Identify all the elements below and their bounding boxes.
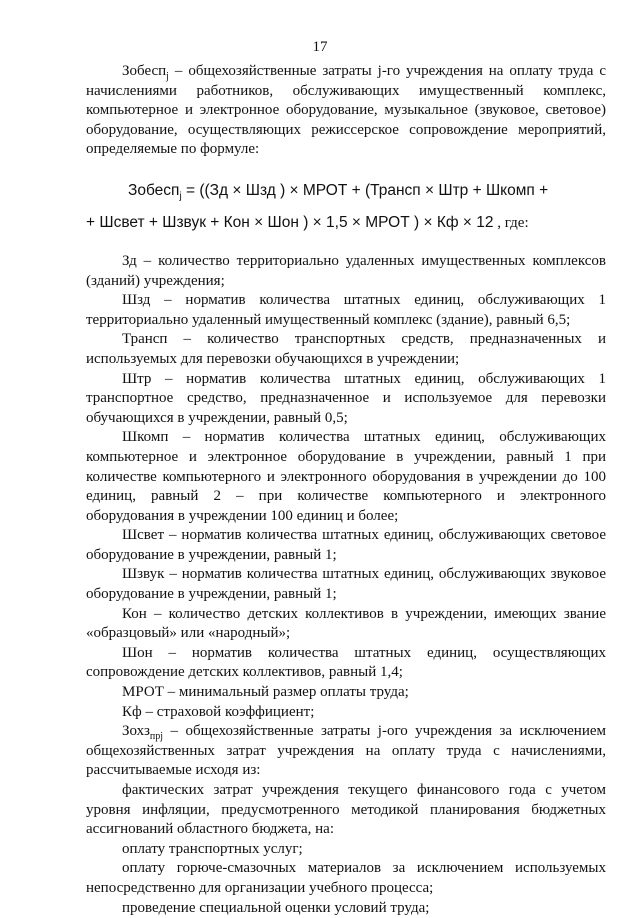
paragraph-shon: Шон – норматив количества штатных единиц, осуществляющих сопровождение детских коллективов, равный 1,4; [86, 644, 606, 681]
term-zohz: Зохз [122, 723, 150, 740]
document-body [86, 62, 606, 918]
formula-tail: , где: [493, 214, 529, 231]
paragraph-shkomp: Шкомп – норматив количества штатных единиц, обслуживающих компьютерное и электронное оборудование в учреждении, равный 1 при количестве компьютерного и электронного оборудования в учреждении до 100 единиц, равный 2 – при количестве компьютерного и электронного оборудования в учреждении 100 единиц и более; [86, 429, 606, 524]
formula-line-2 [86, 212, 606, 234]
paragraph-zohz [86, 722, 606, 781]
paragraph-shsvet: Шсвет – норматив количества штатных единиц, обслуживающих световое оборудование в учреждении, равный 1; [86, 527, 606, 563]
paragraph-fact: фактических затрат учреждения текущего финансового года с учетом уровня инфляции, предусмотренного методикой планирования бюджетных ассигнований областного бюджета, на: [86, 782, 606, 838]
formula-line-1 [128, 180, 606, 202]
paragraph-shzvuk: Шзвук – норматив количества штатных единиц, обслуживающих звуковое оборудование в учреждении, равный 1; [86, 566, 606, 603]
formula-rhs-1: = ((Зд × Шзд ) × МРОТ + (Трансп × Штр + Шкомп + [181, 181, 549, 199]
paragraph-fuel: оплату горюче-смазочных материалов за исключением используемых непосредственно для организации учебного процесса; [86, 860, 606, 896]
term-zobesp: Зобесп [122, 63, 167, 79]
paragraph-shtr: Штр – норматив количества штатных единиц, обслуживающих 1 транспортное средство, предназначенное и используемое для перевозки обучающихся в учреждении, равный 0,5; [86, 370, 606, 426]
formula-lhs-subscript: j [179, 191, 182, 203]
paragraph-mrot: МРОТ – минимальный размер оплаты труда; [122, 684, 409, 701]
paragraph-shzd: Шзд – норматив количества штатных единиц, обслуживающих 1 территориально удаленный имущественный комплекс (здание), равный 6,5; [86, 292, 606, 328]
zohz-text: – общехозяйственные затраты j-ого учреждения за исключением общехозяйственных затрат учреждения на оплату труда с начислениями, рассчитываемые исходя из: [86, 723, 606, 779]
paragraph-transp: Трансп – количество транспортных средств, предназначенных и используемых для перевозки обучающихся в учреждении; [86, 331, 606, 367]
term-zohz-subscript: прj [149, 731, 164, 743]
paragraph-transport-services: оплату транспортных услуг; [122, 840, 303, 857]
paragraph-zd: Зд – количество территориально удаленных имущественных комплексов (зданий) учреждения; [86, 252, 606, 289]
formula-lhs: Зобесп [128, 181, 180, 199]
term-zobesp-subscript: j [166, 71, 169, 82]
intro-text: – общехозяйственные затраты j-го учреждения на оплату труда с начислениями работников, обслуживающих имущественный комплекс, компьютерное и электронное оборудование, музыкальное (звуковое, световое) оборудование, осуществляющих режиссерское сопровождение мероприятий, определяемые по формуле: [86, 63, 606, 158]
paragraph-kon: Кон – количество детских коллективов в учреждении, имеющих звание «образцовый» или «народный»; [86, 605, 606, 642]
paragraph-special-assessment: проведение специальной оценки условий труда; [122, 899, 430, 916]
formula-spacer [86, 234, 606, 252]
paragraph-kf: Кф – страховой коэффициент; [122, 703, 315, 720]
paragraph-intro [86, 62, 606, 160]
page-number: 17 [312, 39, 328, 55]
formula-rhs-2: + Шсвет + Шзвук + Кон × Шон ) × 1,5 × МРОТ ) × Кф × 12 [86, 213, 494, 231]
